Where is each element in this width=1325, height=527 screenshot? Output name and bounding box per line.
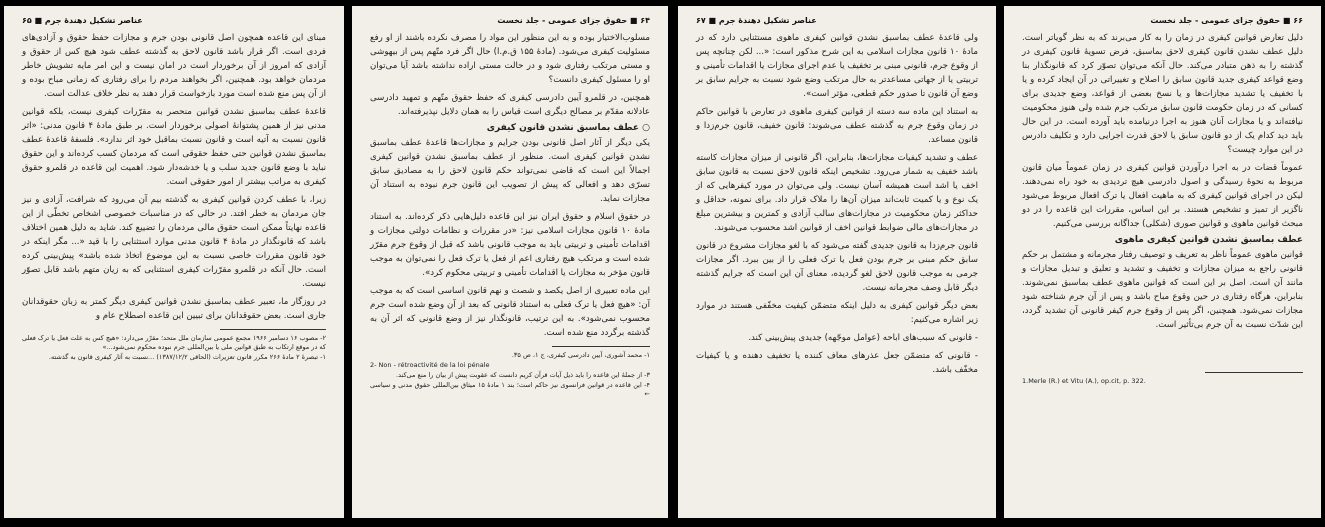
page-header: ۶۶ ■ حقوق جزای عمومی - جلد نخست bbox=[1150, 16, 1303, 25]
paragraph: همچنین، در قلمرو آیین دادرسی کیفری که حفظ حقوق متّهم و تمهید دادرسی عادلانه مقدّم بر مصالح دیگری است قیاس را به همان دلایل نپذیرفته‌اند. bbox=[370, 93, 650, 117]
page-header: ۶۴ ■ حقوق جزای عمومی - جلد نخست bbox=[497, 16, 650, 25]
paragraph: یکی دیگر از آثار اصل قانونی بودن جرایم و مجازات‌ها قاعدۀ عطف بماسبق نشدن قوانین کیفری است. منظور از عطف بماسبق نشدن قوانین کیفری اجمالاً این است که قاضی نمی‌تواند حکم قانون لاحق را به مصادیق سابق تسرّی دهد و افعالی که پیش از تصویب این قانون جرم نبوده به استناد آن مجازات نماید. bbox=[370, 138, 650, 204]
paragraph: قاعدۀ عطف بماسبق نشدن قوانین منحصر به مقرّرات کیفری نیست، بلکه قوانین مدنی نیز از همین پشتوانۀ اصولی برخوردار است. بر طبق مادۀ ۴ قانون مدنی: «اثر قانون نسبت به آتیه است و قانون نسبت بماقبل خود اثر ندارد». فلسفۀ قاعدۀ عطف بماسبق نشدن قوانین حتی حفظ حقوقی است که مردمان کسب کرده‌اند و این حقوق نباید با وضع قانون جدید سلب و یا خدشه‌دار شود. اهمیت این قاعده در قلمرو حقوق کیفری به مراتب بیشتر از امور حقوقی است. bbox=[22, 107, 326, 187]
paragraph: عموماً قضات در به اجرا درآوردن قوانین کیفری در زمان عموماً میان قانون مربوط به نحوۀ رسیدگی و اصول دادرسی هیچ تردیدی به خود راه نمی‌دهند. لیکن در اجرای قوانین کیفری که به ماهیت افعال یا ترک افعال مربوط می‌شود ناگزیر از تمیز و تشخیص هستند. بر این اساس، مقررات این قاعده را در دو مبحث قوانین ماهوی و قوانین صوری (شکلی) جداگانه بررسی می‌کنیم. bbox=[1022, 163, 1303, 229]
list-item: - قانونی که سبب‌های اباحه (عوامل موجّهه) جدیدی پیش‌بینی کند. bbox=[748, 333, 978, 343]
paragraph: ولی قاعدۀ عطف بماسبق نشدن قوانین کیفری ماهوی مستثنایی دارد که در مادۀ ۱۰ قانون مجازات اسلامی به این شرح مذکور است: «... لکن چنانچه پس از وقوع جرم، قانونی مبنی بر تخفیف یا عدم اجرای مجازات یا اقدامات تأمینی و تربیتی یا از جهاتی مساعدتر به حال مرتکب وضع شود نسبت به جرایم سابق بر وضع آن قانون تا صدور حکم قطعی، مؤثر است». bbox=[696, 33, 978, 99]
paragraph: قانون جرم‌زدا به قانون جدیدی گفته می‌شود که با لغو مجازات مشروع در قانون سابق حکم مبنی بر جرم بودن فعل یا ترک فعلی را از بین ببرد. اگر مجازات جرمی به موجب قانون لاحق لغو گردیده، معنای آن این است که جرایم گذشته دیگر قابل وصف مجرمانه نیست. bbox=[696, 241, 978, 293]
paragraph: دلیل تعارض قوانین کیفری در زمان را به کار می‌برند که به نظر گویاتر است. دلیل عطف نشدن قانون کیفری لاحق بماسبق، فرض تسویۀ قانون کیفری در گذشته را به ذهن متبادر می‌کند. حال آنکه می‌توان تصوّر کرد که قانونگذار بنا وضع قواعد کیفری جدید قانون سابق را اصلاح و تغییراتی در آن ایجاد کرده و یا با تخفیف یا تشدید مجازات‌ها و یا نسخ بعضی از قواعد، وضع جدیدی برای کسانی که در زمان حکومت قانون سابق مرتکب جرم شده ولی هنوز محکومیت نیافته‌اند و یا مجازات آنان هنوز به اجرا درنیامده باید آورده است. در این حال باید دید کدام یک از دو قانون سابق یا لاحق قدرت اجرایی دارد و تکلیف دادرس در این موارد چیست؟ bbox=[1022, 33, 1303, 155]
page-header: عناصر تشکیل دهندۀ جرم ■ ۶۵ bbox=[22, 16, 143, 25]
paragraph: در حقوق اسلام و حقوق ایران نیز این قاعده دلیل‌هایی ذکر کرده‌اند. به استناد مادۀ ۱۰ قانون مجازات اسلامی نیز: «در مقررات و نظامات دولتی مجازات و اقدامات تأمینی و تربیتی باید به موجب قانونی باشد که قبل از وقوع جرم مقرّر شده است و مرتکب هیچ رفتاری اعم از فعل یا ترک فعل را نمی‌توان به موجب قانون مؤخر به مجازات یا اقدامات تأمینی و تربیتی محکوم کرد». bbox=[370, 212, 650, 278]
footnote-separator bbox=[552, 346, 650, 347]
book-page-64 bbox=[352, 6, 668, 518]
section-title: ○ عطف بماسبق نشدن قانون کیفری bbox=[486, 123, 650, 133]
paragraph: در روزگار ما، تعبیر عطف بماسبق نشدن قوانین کیفری دیگر کمتر به زبان حقوقدانان جاری است. بعض حقوقدانان برای تبیین این قاعده اصطلاح عام و bbox=[22, 297, 326, 321]
list-item: - قانونی که متضمّن جعل عذرهای معاف کننده یا تخفیف دهنده و یا کیفیات مخفّف باشد. bbox=[696, 351, 978, 375]
footnote: ۳- از جملۀ این قاعده را باید ذیل آیات قرآن کریم دانست که عقوبت پیش از بیان را منع می‌کند. bbox=[396, 371, 650, 379]
paragraph: این ماده تعبیری از اصل یکصد و شصت و نهم قانون اساسی است که به موجب آن: «هیچ فعل یا ترک فعلی به استناد قانونی که بعد از آن وضع شده است جرم محسوب نمی‌شود». به این ترتیب، قانونگذار نیز از وضع قانونی که اثر آن به گذشته برگردد منع شده است. bbox=[370, 286, 650, 338]
footnote: ۱- محمد آشوری، آیین دادرسی کیفری، ج ۱، ص ۳۵. bbox=[511, 351, 650, 359]
footnote-separator bbox=[220, 329, 326, 330]
footnote: 1.Merle (R.) et Vitu (A.), op.cit, p. 322. bbox=[1022, 377, 1146, 385]
paragraph: به استناد این ماده سه دسته از قوانین کیفری ماهوی در تعارض با قوانین حاکم در زمان وقوع جرم به گذشته عطف می‌شوند: قانون خفیف، قانون جرم‌زدا و قانون مساعد. bbox=[696, 107, 978, 145]
paragraph: مسلوب‌الاختیار بوده و به این منظور این مواد را مصرف نکرده باشند از او رفع مسئولیت کیفری می‌شود. (مادۀ ۱۵۵ ق.م.ا) حال اگر فرد متّهم پس از بیهوشی و مستی مرتکب رفتاری شود و در حالت مستی اراده نداشته باشد آیا می‌توان او را مسئول کیفری دانست؟ bbox=[370, 33, 650, 85]
footnote: ۴- این قاعده در قوانین فرانسوی نیز حاکم است؛ بند ۱ مادۀ ۱۵ میثاق بین‌المللی حقوق مدنی و سیاسی ← bbox=[370, 381, 650, 398]
footnote: 2- Non - rétroactivité de la loi pénale bbox=[370, 361, 490, 369]
paragraph: قوانین ماهوی عموماً ناظر به تعریف و توصیف رفتار مجرمانه و مشتمل بر حکم قانونی راجع به میزان مجازات و تخفیف و تشدید و تعلیق و تبدیل مجازات و مانند آن است. اصل بر این است که قوانین ماهوی عطف بماسبق نمی‌شوند. بنابراین، هرگاه رفتاری در حین وقوع مباح باشد و پس از آن جرم شناخته شود مجازات نمی‌شود. همچنین، اگر پس از وقوع جرم کیفر قانونی آن تشدید گردد، این شدّت نسبت به آن جرم بی‌تأثیر است. bbox=[1022, 250, 1303, 330]
page-header: عناصر تشکیل دهندۀ جرم ■ ۶۷ bbox=[696, 16, 817, 25]
footnote: ۲- مصوب ۱۶ دسامبر ۱۹۶۶ مجمع عمومی سازمان ملل متحد؛ مقرّر می‌دارد: «هیچ کس به علت فعل یا ترک فعلی که در موقع ارتکاب به طبق قوانین ملی یا بین‌المللی جرم نبوده محکوم نمی‌شود...» bbox=[22, 334, 326, 351]
footnote: ۱- تبصرۀ ۲ مادۀ ۲۶۶ مکرر قانون تعزیرات (الحاقی ۱۳۸۷/۱۲/۲) ...نسبت به آثار کیفری قانون به گذشته. bbox=[48, 353, 326, 361]
paragraph: بعض دیگر قوانین کیفری به دلیل اینکه متضمّن کیفیت مخفّفی هستند در موارد زیر اشاره می‌کنیم: bbox=[696, 301, 978, 325]
footnote-separator bbox=[1205, 372, 1303, 373]
section-title: عطف بماسبق نشدن قوانین کیفری ماهوی bbox=[1114, 235, 1303, 245]
paragraph: عطف و تشدید کیفیات مجازات‌ها، بنابراین، اگر قانونی از میزان مجازات کاسته باشد خفیف به شمار می‌رود. تشخیص اینکه قانون لاحق نسبت به قانون سابق اخف یا اشد است همیشه آسان نیست. ولی می‌توان در مورد کیفرهایی که از یک نوع و یا کمیت ثابت‌اند میزان آن‌ها را ملاک قرار داد. برای نمونه، حداقل و حداکثر زمان محکومیت در مجازات‌های سالب آزادی و کمترین و بیشترین مبلغ در مجازات‌های مالی ضوابط قوانین اخف از قوانین اشد محسوب می‌شوند. bbox=[696, 153, 978, 233]
book-page-65 bbox=[4, 6, 344, 518]
book-page-67 bbox=[678, 6, 996, 518]
book-page-66 bbox=[1004, 6, 1321, 518]
paragraph: مبنای این قاعده همچون اصل قانونی بودن جرم و مجازات حفظ حقوق و آزادی‌های فردی است. اگر قرار باشد قانون لاحق به گذشته عطف شود هیچ کس از حقوق و آزادی که امروز از آن برخوردار است در امان نیست و این امر مایه تشویش خاطر مردمان خواهد بود. همچنین، اگر بخواهند مردم را برای رفتاری که زمانی مباح بوده و از آن پس منع شده است مورد بازخواست قرار دهند به نظر خلاف عدالت است. bbox=[22, 33, 326, 99]
paragraph: زیرا، با عطف کردن قوانین کیفری به گذشته بیم آن می‌رود که شرافت، آزادی و نیز جان مردمان به خطر افتد. در حالی که در مناسبات خصوصی اشخاص تخطّی از این قاعده نهایتاً ممکن است حقوق مالی مردمان را تضییع کند. شاید به دلیل همین اختلاف باشد که قانونگذار در مادۀ ۴ قانون مدنی موارد استثنایی را با قید «... مگر اینکه در خود قانون مقررات خاصی نسبت به این موضوع اتخاذ شده باشد» پیش‌بینی کرده است. حال آنکه در قلمرو مقرّرات کیفری استثنایی که به زیان متهم باشد قابل تصوّر نیست. bbox=[22, 195, 326, 289]
